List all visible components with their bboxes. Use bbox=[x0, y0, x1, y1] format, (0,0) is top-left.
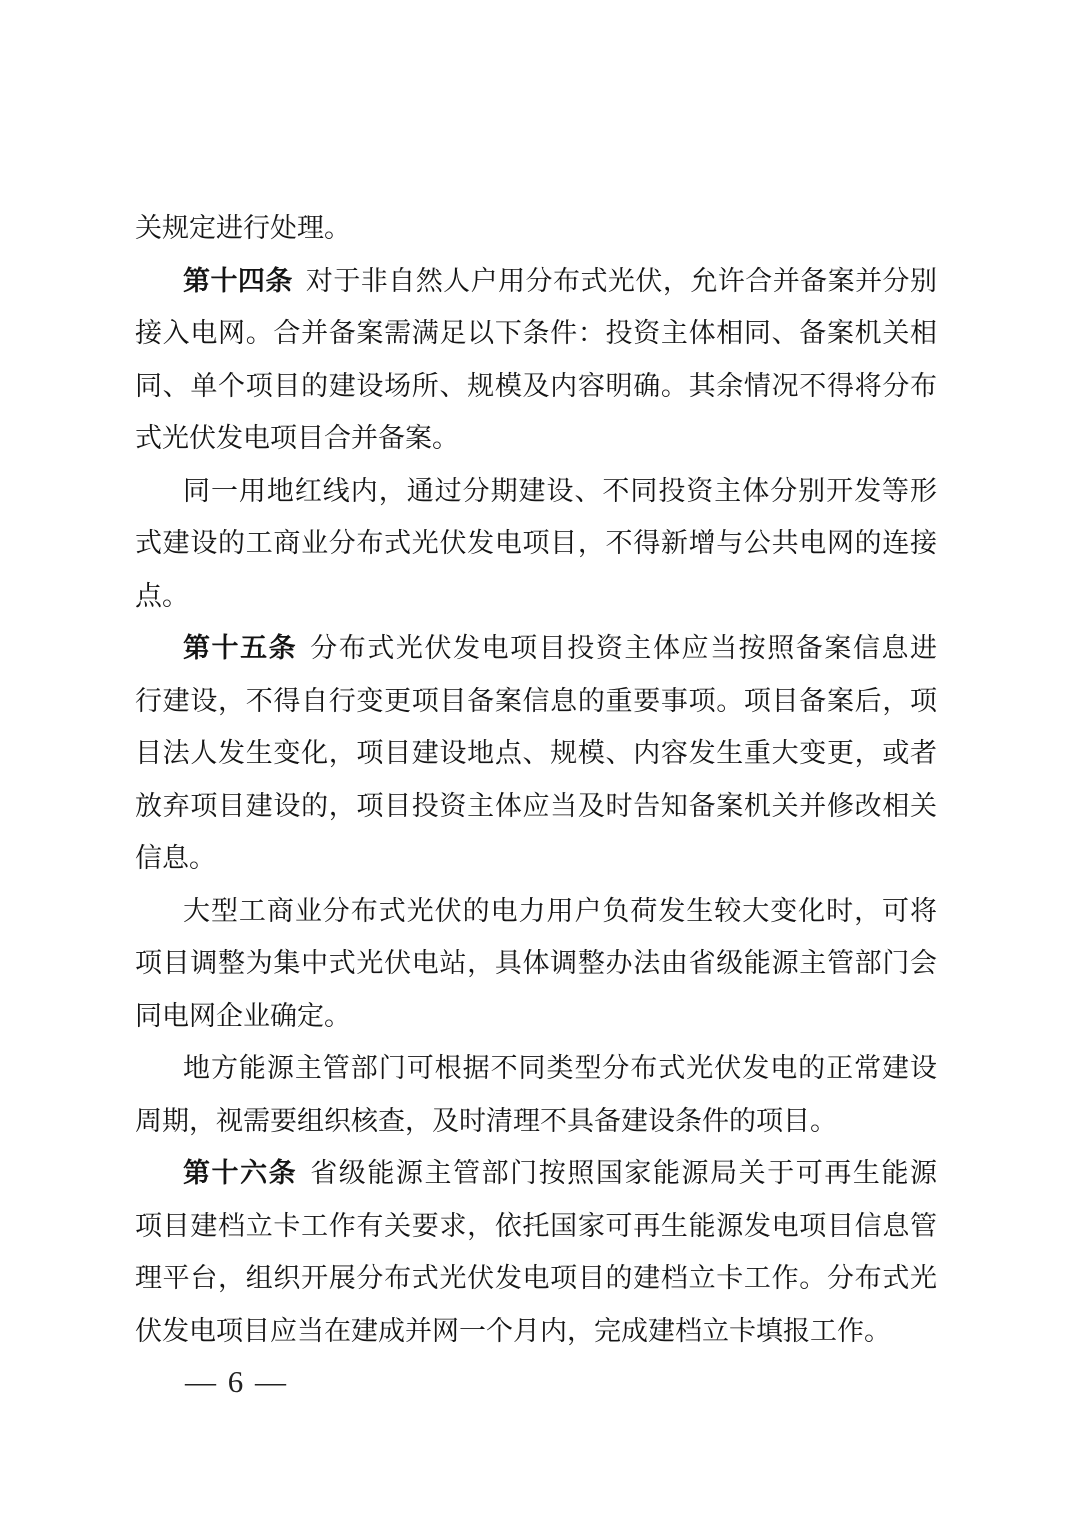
body-line-text: 同一用地红线内，通过分期建设、不同投资主体分别开发等形 bbox=[183, 475, 937, 506]
body-line bbox=[135, 622, 937, 675]
body-line-text: 大型工商业分布式光伏的电力用户负荷发生较大变化时，可将 bbox=[183, 895, 937, 926]
body-line-text: 省级能源主管部门按照国家能源局关于可再生能源 bbox=[310, 1158, 937, 1188]
body-line bbox=[135, 465, 937, 518]
body-line-text: 同、单个项目的建设场所、规模及内容明确。其余情况不得将分布 bbox=[135, 370, 937, 401]
body-line bbox=[135, 832, 937, 885]
body-line bbox=[135, 780, 937, 833]
body-line bbox=[135, 937, 937, 990]
body-line bbox=[135, 1200, 937, 1253]
body-line bbox=[135, 570, 937, 623]
body-line-text: 分布式光伏发电项目投资主体应当按照备案信息进 bbox=[310, 633, 937, 663]
page-number: — 6 — bbox=[185, 1364, 288, 1399]
body-line bbox=[135, 255, 937, 308]
body-line bbox=[135, 517, 937, 570]
body-line bbox=[135, 1305, 937, 1358]
body-line-text: 接入电网。合并备案需满足以下条件：投资主体相同、备案机关相 bbox=[135, 318, 937, 348]
body-line-text: 行建设，不得自行变更项目备案信息的重要事项。项目备案后，项 bbox=[135, 685, 937, 716]
body-line-text: 理平台，组织开展分布式光伏发电项目的建档立卡工作。分布式光 bbox=[135, 1263, 937, 1293]
body-line-text: 项目调整为集中式光伏电站，具体调整办法由省级能源主管部门会 bbox=[135, 948, 937, 978]
body-line-text: 周期，视需要组织核查，及时清理不具备建设条件的项目。 bbox=[135, 1105, 837, 1136]
article-number: 第十四条 bbox=[183, 265, 293, 296]
body-line bbox=[135, 885, 937, 938]
body-line-text: 对于非自然人户用分布式光伏，允许合并备案并分别 bbox=[305, 265, 937, 296]
body-line bbox=[135, 202, 937, 255]
body-line-text: 点。 bbox=[135, 580, 189, 611]
document-body bbox=[135, 202, 937, 1357]
body-line-text: 目法人发生变化，项目建设地点、规模、内容发生重大变更，或者 bbox=[135, 738, 937, 768]
body-line bbox=[135, 1147, 937, 1200]
body-line bbox=[135, 307, 937, 360]
body-line-text: 伏发电项目应当在建成并网一个月内，完成建档立卡填报工作。 bbox=[135, 1315, 891, 1346]
body-line bbox=[135, 727, 937, 780]
body-line-text: 放弃项目建设的，项目投资主体应当及时告知备案机关并修改相关 bbox=[135, 790, 937, 821]
body-line-text: 同电网企业确定。 bbox=[135, 1000, 351, 1031]
body-line-text: 关规定进行处理。 bbox=[135, 213, 351, 243]
body-line bbox=[135, 412, 937, 465]
body-line bbox=[135, 1252, 937, 1305]
body-line bbox=[135, 1095, 937, 1148]
body-line-text: 式建设的工商业分布式光伏发电项目，不得新增与公共电网的连接 bbox=[135, 528, 937, 558]
body-line bbox=[135, 990, 937, 1043]
body-line bbox=[135, 675, 937, 728]
body-line bbox=[135, 1042, 937, 1095]
article-number: 第十六条 bbox=[183, 1158, 298, 1188]
body-line-text: 信息。 bbox=[135, 843, 216, 873]
body-line-text: 地方能源主管部门可根据不同类型分布式光伏发电的正常建设 bbox=[183, 1053, 937, 1083]
body-line-text: 式光伏发电项目合并备案。 bbox=[135, 423, 459, 453]
body-line-text: 项目建档立卡工作有关要求，依托国家可再生能源发电项目信息管 bbox=[135, 1210, 937, 1241]
article-number: 第十五条 bbox=[183, 633, 298, 663]
body-line bbox=[135, 360, 937, 413]
